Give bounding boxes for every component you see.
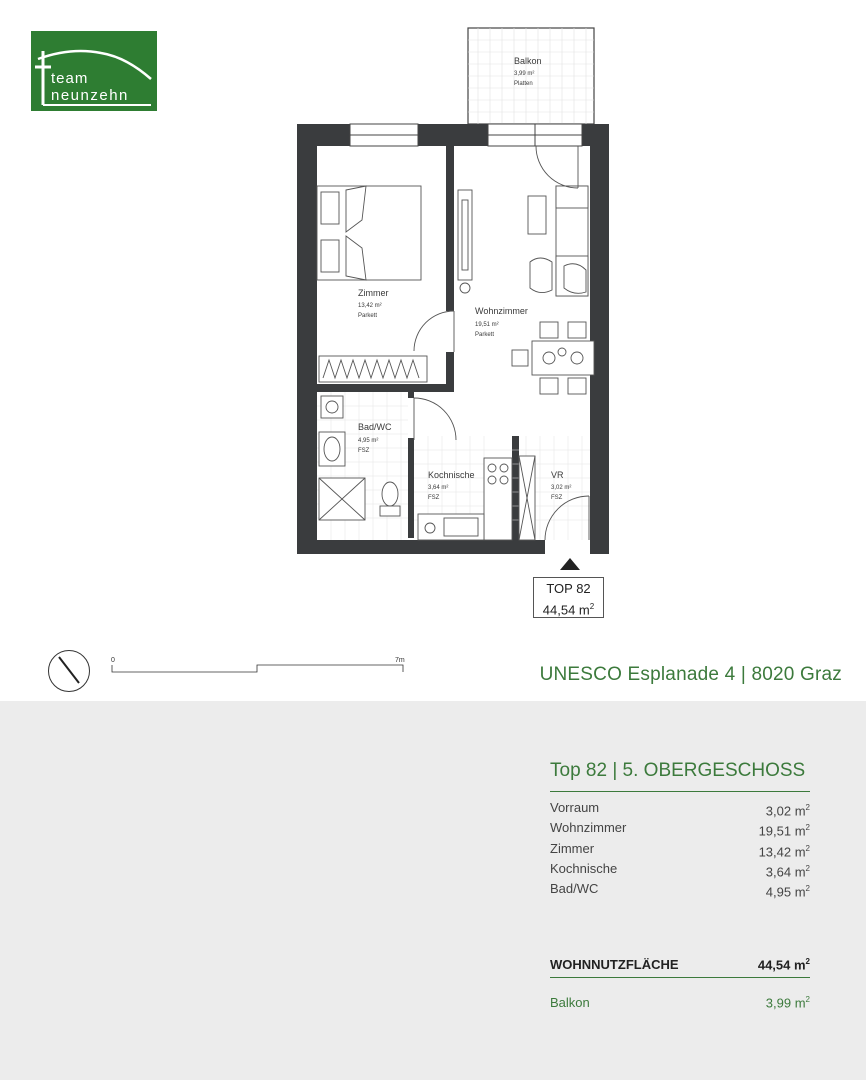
room-row: Bad/WC 4,95 $m^2$ — [550, 881, 810, 900]
room-row: Vorraum 3,02 $m^2$ — [550, 800, 810, 819]
logo-line2: neunzehn — [51, 87, 129, 104]
balkon-label: Balkon — [550, 995, 590, 1010]
svg-text:Bad/WC: Bad/WC — [358, 422, 392, 432]
svg-text:4,95 m²: 4,95 m² — [358, 438, 379, 444]
svg-text:3,99 m²: 3,99 m² — [514, 71, 535, 77]
unit-title: Top 82 | 5. OBERGESCHOSS — [550, 760, 810, 792]
unit-summary — [550, 760, 810, 901]
svg-text:13,42 m²: 13,42 m² — [358, 303, 382, 309]
balkon-row — [550, 995, 810, 1010]
scale-start: 0 — [111, 657, 115, 664]
balkon-value: 3,99 $m^2$ — [765, 995, 810, 1011]
svg-text:3,64 m²: 3,64 m² — [428, 485, 449, 491]
north-compass-icon — [47, 649, 91, 693]
total-label: WOHNNUTZFLÄCHE — [550, 957, 679, 972]
room-label-kochnische — [428, 470, 475, 501]
room-list — [550, 799, 810, 901]
svg-text:VR: VR — [551, 470, 564, 480]
top-badge — [533, 577, 604, 618]
top-badge-area: 44,54 $m^2$ — [542, 602, 595, 618]
room-row: Wohnzimmer 19,51 $m^2$ — [550, 820, 810, 839]
scale-bar — [105, 652, 415, 682]
room-label-zimmer — [358, 288, 389, 319]
svg-text:FSZ: FSZ — [551, 495, 563, 501]
logo-line1: team — [51, 70, 89, 87]
svg-text:Wohnzimmer: Wohnzimmer — [475, 306, 528, 316]
svg-text:Balkon: Balkon — [514, 56, 542, 66]
svg-text:19,51 m²: 19,51 m² — [475, 322, 499, 328]
svg-text:FSZ: FSZ — [358, 448, 370, 454]
svg-text:Kochnische: Kochnische — [428, 470, 475, 480]
address: UNESCO Esplanade 4 | 8020 Graz — [539, 664, 842, 685]
room-label-wohnzimmer — [475, 306, 528, 338]
svg-text:Zimmer: Zimmer — [358, 288, 389, 298]
total-value: 44,54 $m^2$ — [757, 957, 810, 973]
top-badge-label: TOP 82 — [546, 581, 591, 596]
total-area-row — [550, 957, 810, 978]
scale-end: 7m — [395, 657, 405, 664]
svg-text:Platten: Platten — [514, 81, 533, 87]
svg-text:3,02 m²: 3,02 m² — [551, 485, 572, 491]
svg-text:Parkett: Parkett — [358, 313, 378, 319]
entrance-arrow — [560, 558, 580, 570]
svg-text:Parkett: Parkett — [475, 332, 495, 338]
room-row: Zimmer 13,42 $m^2$ — [550, 840, 810, 859]
svg-text:FSZ: FSZ — [428, 495, 440, 501]
room-row: Kochnische 3,64 $m^2$ — [550, 860, 810, 880]
